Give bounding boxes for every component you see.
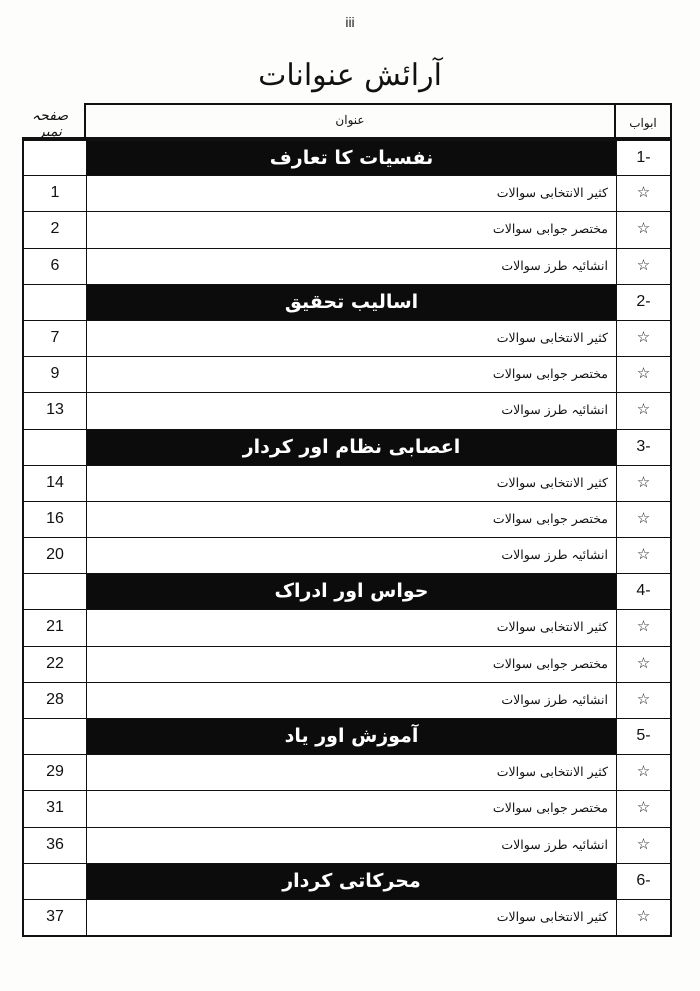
chapter-number: 2- [616, 285, 670, 320]
page-number-cell: 9 [24, 357, 87, 392]
chapter-number: 1- [616, 141, 670, 175]
chapter-title[interactable]: آموزش اور یاد [87, 719, 616, 754]
section-title[interactable]: مختصر جوابی سوالات [87, 647, 616, 682]
chapter-title[interactable]: حواس اور ادراک [87, 574, 616, 609]
star-outline-icon: ☆ [616, 683, 670, 718]
table-row [24, 646, 670, 682]
chapter-row [24, 429, 670, 465]
page-number-cell: 31 [24, 791, 87, 826]
section-title[interactable]: مختصر جوابی سوالات [87, 502, 616, 537]
chapter-row [24, 863, 670, 899]
star-outline-icon: ☆ [616, 755, 670, 790]
chapter-row [24, 139, 670, 175]
star-outline-icon: ☆ [616, 249, 670, 284]
page-number-cell [24, 864, 87, 899]
star-outline-icon: ☆ [616, 791, 670, 826]
chapter-row [24, 573, 670, 609]
page-title: آرائش عنوانات [258, 58, 442, 93]
star-outline-icon: ☆ [616, 466, 670, 501]
chapter-number: 5- [616, 719, 670, 754]
chapter-number: 4- [616, 574, 670, 609]
chapter-title[interactable]: اعصابی نظام اور کردار [87, 430, 616, 465]
star-outline-icon: ☆ [616, 357, 670, 392]
table-row [24, 827, 670, 863]
page-number-cell: 29 [24, 755, 87, 790]
page-number-cell [24, 430, 87, 465]
star-outline-icon: ☆ [616, 502, 670, 537]
section-title[interactable]: کثیر الانتخابی سوالات [87, 466, 616, 501]
page-number-cell: 2 [24, 212, 87, 247]
table-row [24, 899, 670, 935]
star-outline-icon: ☆ [616, 828, 670, 863]
section-title[interactable]: مختصر جوابی سوالات [87, 212, 616, 247]
star-outline-icon: ☆ [616, 176, 670, 211]
table-row [24, 175, 670, 211]
page-number-cell: 14 [24, 466, 87, 501]
table-row [24, 537, 670, 573]
star-outline-icon: ☆ [616, 212, 670, 247]
star-outline-icon: ☆ [616, 900, 670, 935]
table-row [24, 501, 670, 537]
chapter-title[interactable]: محرکاتی کردار [87, 864, 616, 899]
header-chapter: ابواب [614, 105, 670, 137]
table-row [24, 682, 670, 718]
star-outline-icon: ☆ [616, 647, 670, 682]
page-number-cell [24, 285, 87, 320]
table-row [24, 609, 670, 645]
page-number-cell [24, 719, 87, 754]
page-number-cell: 22 [24, 647, 87, 682]
section-title[interactable]: کثیر الانتخابی سوالات [87, 900, 616, 935]
page-number-cell: 16 [24, 502, 87, 537]
page-number-cell: 6 [24, 249, 87, 284]
table-header [84, 103, 672, 137]
page-number-cell: 13 [24, 393, 87, 428]
section-title[interactable]: انشائیہ طرز سوالات [87, 683, 616, 718]
section-title[interactable]: مختصر جوابی سوالات [87, 357, 616, 392]
table-row [24, 392, 670, 428]
table-row [24, 465, 670, 501]
header-page-number: صفحہ نمبر [31, 108, 69, 140]
section-title[interactable]: کثیر الانتخابی سوالات [87, 176, 616, 211]
table-row [24, 248, 670, 284]
table-of-contents [22, 137, 672, 937]
star-outline-icon: ☆ [616, 610, 670, 645]
section-title[interactable]: انشائیہ طرز سوالات [87, 538, 616, 573]
star-outline-icon: ☆ [616, 321, 670, 356]
header-title: عنوان [335, 113, 365, 127]
star-outline-icon: ☆ [616, 538, 670, 573]
chapter-number: 6- [616, 864, 670, 899]
table-row [24, 211, 670, 247]
page-number: iii [345, 14, 355, 30]
chapter-title[interactable]: اسالیب تحقیق [87, 285, 616, 320]
table-row [24, 790, 670, 826]
chapter-row [24, 718, 670, 754]
page-number-cell: 28 [24, 683, 87, 718]
section-title[interactable]: انشائیہ طرز سوالات [87, 828, 616, 863]
table-row [24, 356, 670, 392]
chapter-number: 3- [616, 430, 670, 465]
page-number-cell [24, 574, 87, 609]
page-number-cell: 21 [24, 610, 87, 645]
page-number-cell [24, 141, 87, 175]
section-title[interactable]: انشائیہ طرز سوالات [87, 393, 616, 428]
section-title[interactable]: کثیر الانتخابی سوالات [87, 610, 616, 645]
section-title[interactable]: کثیر الانتخابی سوالات [87, 321, 616, 356]
page-number-cell: 1 [24, 176, 87, 211]
section-title[interactable]: مختصر جوابی سوالات [87, 791, 616, 826]
chapter-title[interactable]: نفسیات کا تعارف [87, 141, 616, 175]
page-number-cell: 37 [24, 900, 87, 935]
page-number-cell: 36 [24, 828, 87, 863]
table-row [24, 320, 670, 356]
section-title[interactable]: انشائیہ طرز سوالات [87, 249, 616, 284]
table-row [24, 754, 670, 790]
section-title[interactable]: کثیر الانتخابی سوالات [87, 755, 616, 790]
page-number-cell: 7 [24, 321, 87, 356]
chapter-row [24, 284, 670, 320]
star-outline-icon: ☆ [616, 393, 670, 428]
page-number-cell: 20 [24, 538, 87, 573]
